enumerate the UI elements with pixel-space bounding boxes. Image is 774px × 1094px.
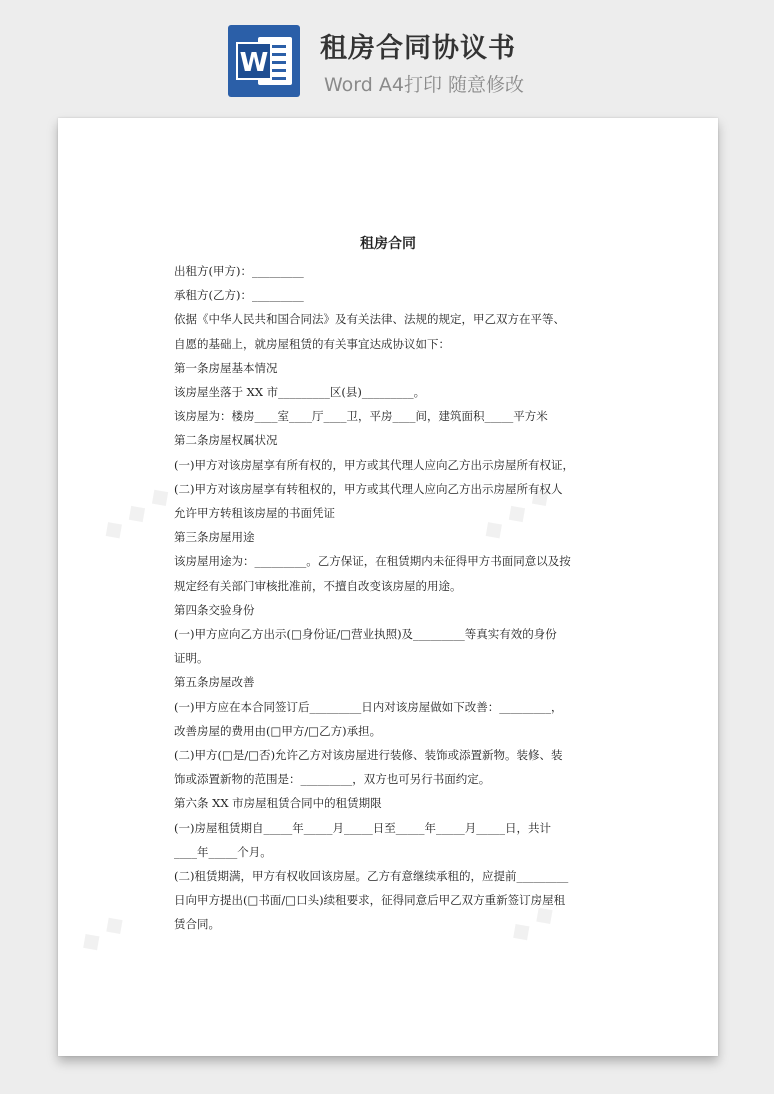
header	[0, 0, 774, 110]
section-heading: 第六条 XX 市房屋租赁合同中的租赁期限	[174, 796, 382, 811]
section-heading: 第三条房屋用途	[174, 530, 255, 545]
doc-line: (一)甲方应向乙方出示(□身份证/□营业执照)及_________等真实有效的身份	[174, 627, 557, 642]
doc-line: 赁合同。	[174, 917, 220, 932]
section-heading: 第五条房屋改善	[174, 675, 255, 690]
watermark: ◆ ◆ ◆	[96, 478, 177, 548]
doc-line: 出租方(甲方)：_________	[174, 264, 304, 278]
doc-line: 证明。	[174, 651, 209, 666]
doc-line: (二)甲方对该房屋享有转租权的，甲方或其代理人应向乙方出示房屋所有权人	[174, 481, 563, 496]
watermark: ◆ ◆	[503, 896, 561, 950]
doc-line: (二)租赁期满，甲方有权收回该房屋。乙方有意继续承租的，应提前_________	[174, 869, 569, 884]
doc-line: (一)房屋租赁期自_____年_____月_____日至_____年_____月_____日，共计	[174, 820, 551, 835]
section-heading: 第四条交验身份	[174, 602, 255, 617]
doc-line: 自愿的基础上，就房屋租赁的有关事宜达成协议如下：	[174, 336, 450, 351]
doc-line: 依据《中华人民共和国合同法》及有关法律、法规的规定，甲乙双方在平等、	[174, 312, 565, 327]
doc-line: 改善房屋的费用由(□甲方/□乙方)承担。	[174, 723, 382, 738]
doc-line: 该房屋为：楼房____室____厅____卫，平房____间，建筑面积_____平方米	[174, 409, 548, 424]
doc-line: 饰或添置新物的范围是：_________，双方也可另行书面约定。	[174, 772, 491, 787]
document-page	[58, 118, 718, 1056]
document-body	[174, 259, 604, 937]
watermark: ◆ ◆ ◆	[476, 478, 557, 548]
word-icon	[228, 25, 300, 97]
doc-line: 该房屋坐落于 XX 市_________区(县)_________。	[174, 385, 426, 400]
watermark: ◆ ◆	[73, 906, 131, 960]
header-title: 租房合同协议书	[320, 33, 516, 64]
doc-line: 承租方(乙方)：_________	[174, 288, 304, 303]
doc-line: 该房屋用途为：_________。乙方保证，在租赁期内未征得甲方书面同意以及按	[174, 554, 571, 569]
section-heading: 第一条房屋基本情况	[174, 360, 278, 375]
section-heading: 第二条房屋权属状况	[174, 433, 278, 448]
doc-line: (一)甲方对该房屋享有所有权的，甲方或其代理人应向乙方出示房屋所有权证，	[174, 457, 574, 472]
doc-line: ____年_____个月。	[174, 844, 272, 859]
doc-line: 日向甲方提出(□书面/□口头)续租要求，征得同意后甲乙双方重新签订房屋租	[174, 893, 566, 908]
word-letter-badge: W	[236, 42, 272, 80]
doc-line: 允许甲方转租该房屋的书面凭证	[174, 506, 335, 521]
header-subtitle: Word A4打印 随意修改	[324, 74, 525, 96]
document-title: 租房合同	[360, 236, 416, 252]
doc-line: (一)甲方应在本合同签订后_________日内对该房屋做如下改善：_________，	[174, 699, 563, 714]
doc-line: (二)甲方(□是/□否)允许乙方对该房屋进行装修、装饰或添置新物。装修、装	[174, 748, 563, 763]
doc-line: 规定经有关部门审核批准前，不擅自改变该房屋的用途。	[174, 578, 462, 593]
